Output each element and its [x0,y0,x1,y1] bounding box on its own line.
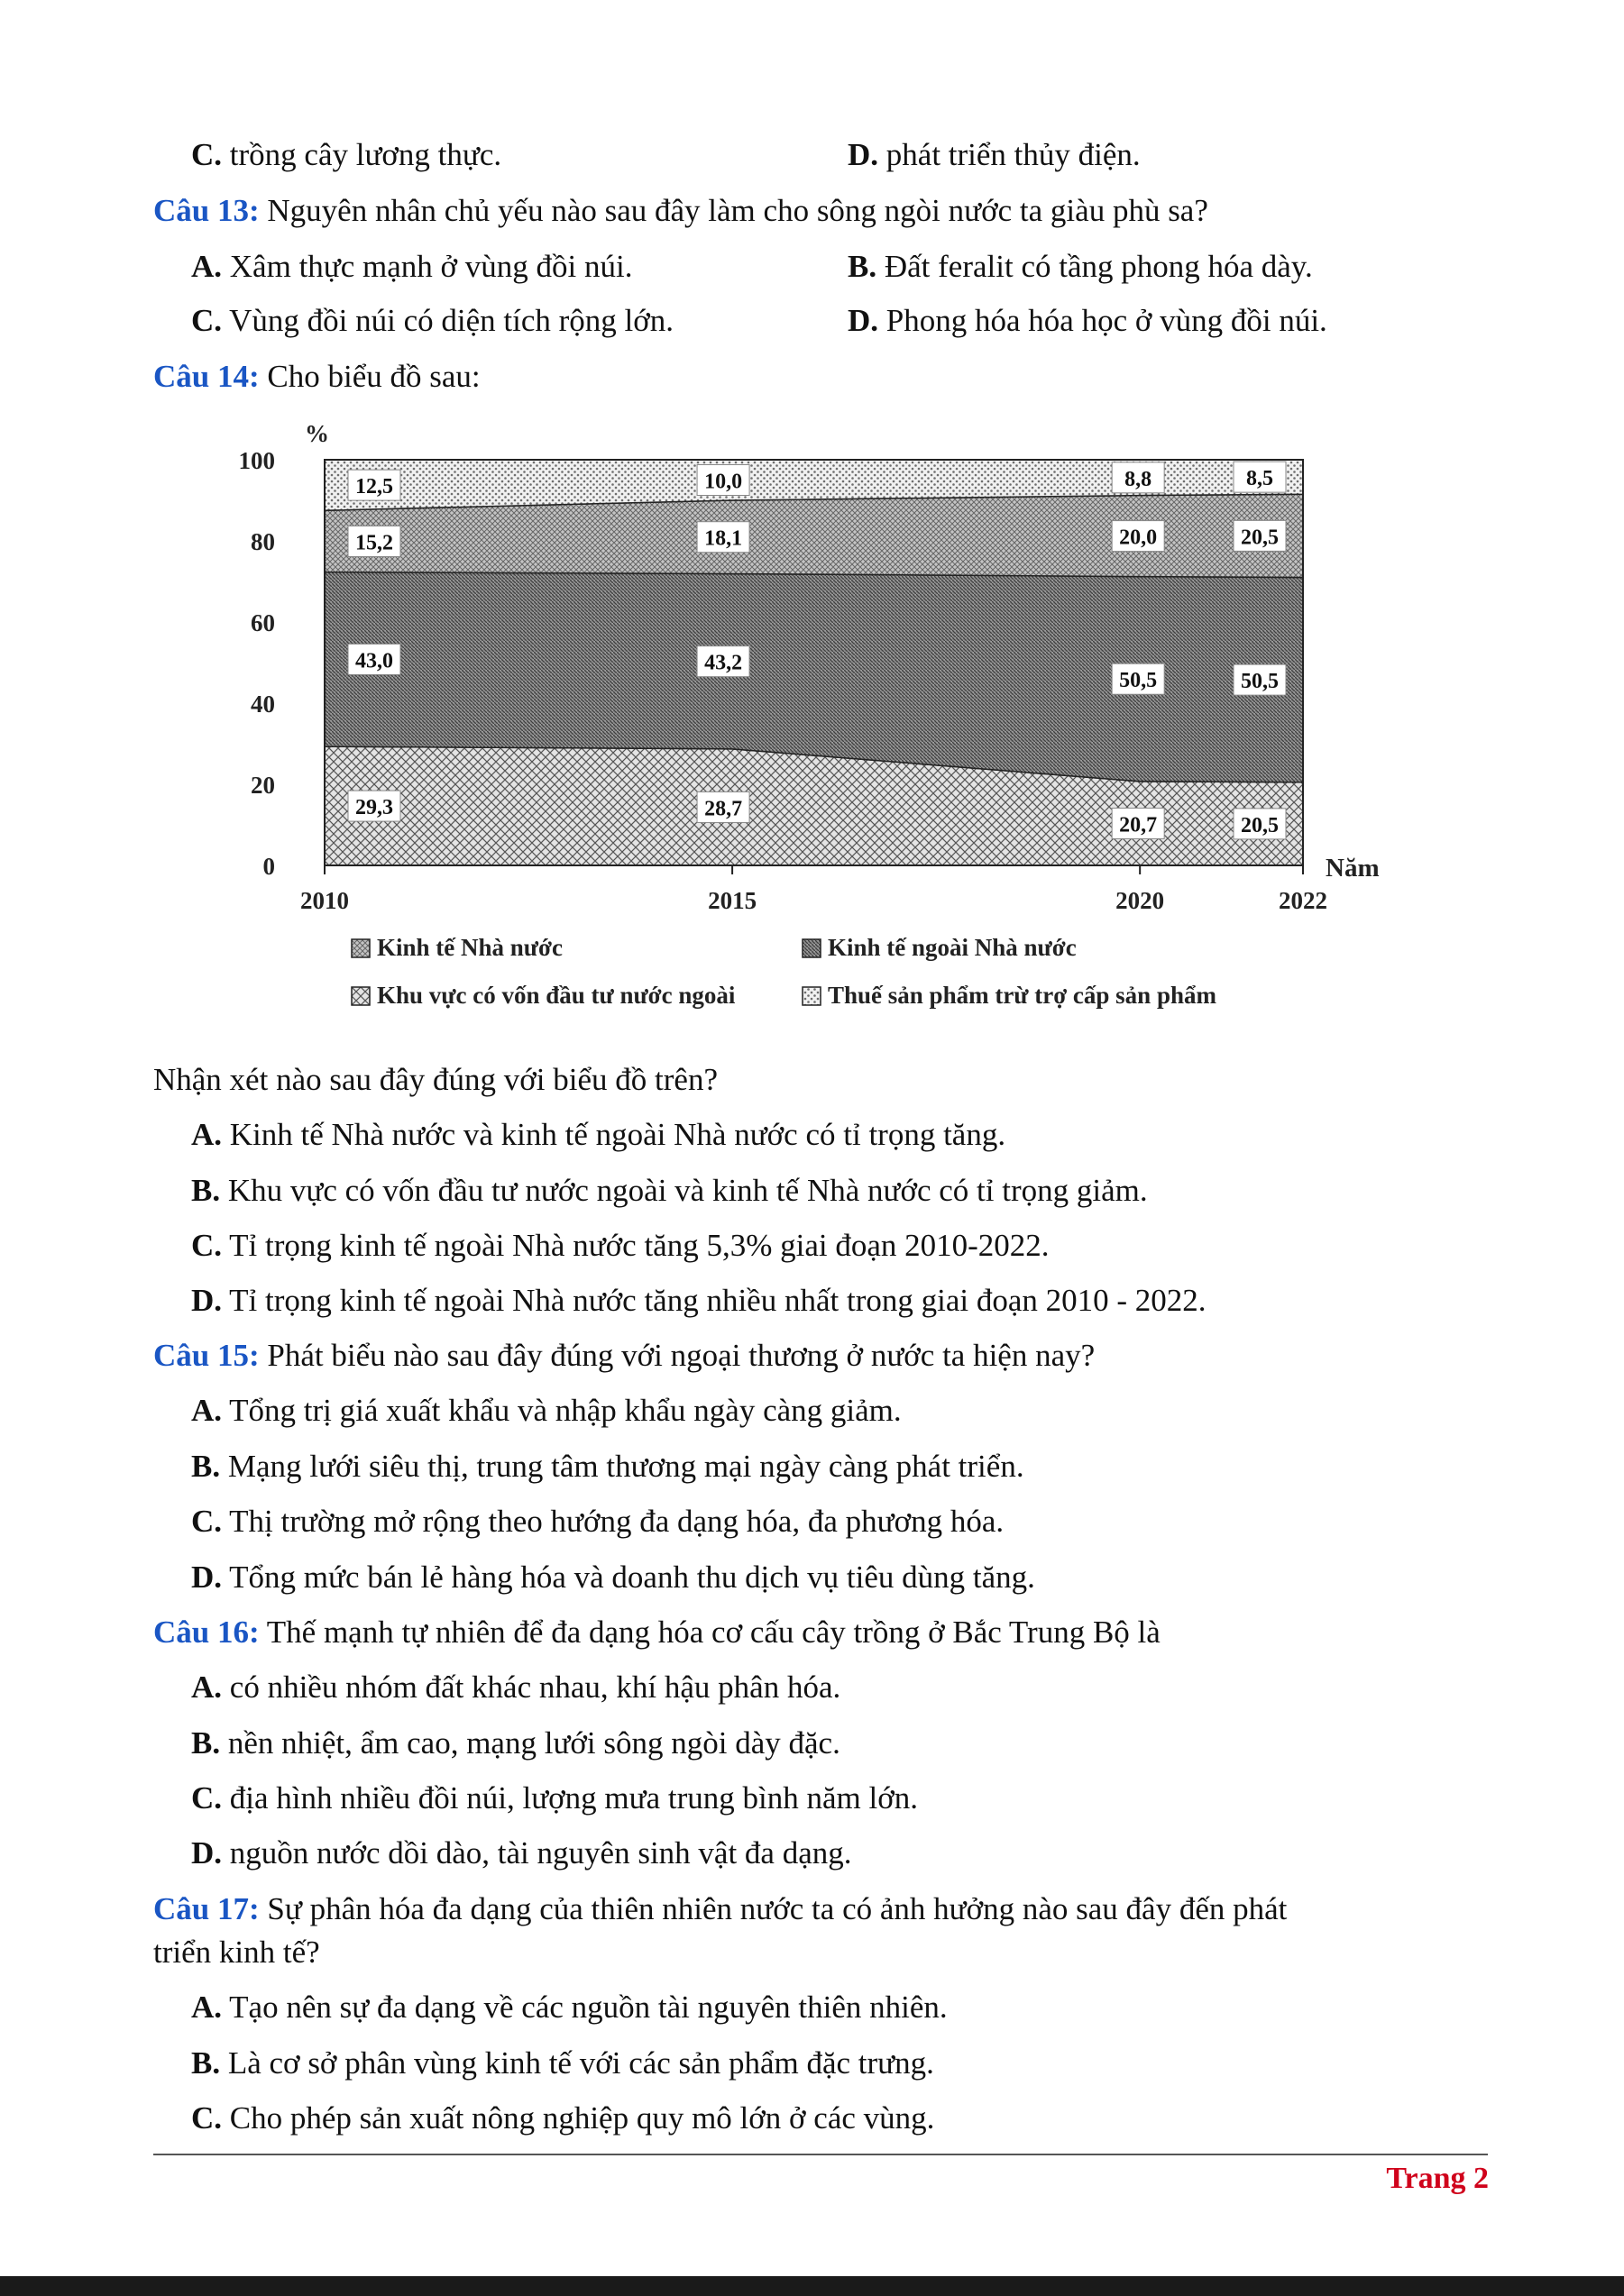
data-label: 15,2 [355,531,393,555]
option-letter: D. [191,1835,223,1871]
option-letter: A. [191,1117,223,1152]
question-text: Sự phân hóa đa dạng của thiên nhiên nước ta có ảnh hưởng nào sau đây đến phát [267,1891,1288,1926]
data-label: 29,3 [355,796,393,820]
legend-layer [352,934,1216,1009]
data-label: 8,5 [1246,467,1273,491]
legend-swatch [803,939,821,957]
q14-option-c[interactable] [191,1226,1050,1266]
option-text: Là cơ sở phân vùng kinh tế với các sản phẩm đặc trưng. [227,2045,934,2081]
x-tick-label: 2010 [300,887,349,914]
option-letter: D. [191,1560,223,1595]
q17-option-c[interactable] [191,2099,934,2138]
question-label: Câu 17: [153,1891,260,1926]
data-label: 8,8 [1124,467,1152,491]
y-tick-label: 40 [251,691,275,718]
q13-option-c[interactable] [191,301,674,341]
y-tick-label: 100 [238,447,275,474]
x-tick-label: 2022 [1279,887,1327,914]
q14-option-d[interactable] [191,1281,1207,1321]
legend-label: Kinh tế Nhà nước [377,934,563,961]
q14-option-a[interactable] [191,1115,1005,1155]
q14-prompt: Nhận xét nào sau đây đúng với biểu đồ trên? [153,1062,718,1097]
option-text: phát triển thủy điện. [885,137,1141,172]
option-text: nguồn nước dồi dào, tài nguyên sinh vật đa dạng. [229,1835,852,1871]
data-label: 12,5 [355,475,393,499]
legend-label: Thuế sản phẩm trừ trợ cấp sản phẩm [828,982,1216,1009]
data-label: 20,0 [1119,526,1158,550]
data-label: 20,7 [1119,813,1158,837]
option-letter: A. [191,249,223,284]
option-text: Tạo nên sự đa dạng về các nguồn tài nguyên thiên nhiên. [229,1990,948,2025]
q16-option-a[interactable] [191,1668,840,1707]
option-letter: B. [848,249,877,284]
q15-option-d[interactable] [191,1558,1035,1597]
y-tick-label: 60 [251,609,275,636]
x-tick-label: 2020 [1115,887,1165,914]
option-text: Kinh tế Nhà nước và kinh tế ngoài Nhà nước có tỉ trọng tăng. [229,1117,1006,1152]
q14-stem [153,357,481,397]
q15-option-a[interactable] [191,1391,902,1431]
option-text: Mạng lưới siêu thị, trung tâm thương mại ngày càng phát triển. [227,1449,1024,1484]
q14-option-b[interactable] [191,1171,1148,1211]
option-letter: C. [191,2100,223,2136]
y-tick-label: 80 [251,528,275,555]
question-label: Câu 13: [153,193,260,228]
data-label: 50,5 [1241,670,1279,694]
option-letter: D. [848,137,879,172]
question-label: Câu 14: [153,359,260,394]
x-tick-label: 2015 [708,887,757,914]
q13-stem [153,191,1208,231]
question-label: Câu 15: [153,1338,260,1373]
question-text: Thế mạnh tự nhiên để đa dạng hóa cơ cấu cây trồng ở Bắc Trung Bộ là [266,1615,1161,1650]
option-text: Đất feralit có tầng phong hóa dày. [884,249,1313,284]
q16-stem [153,1613,1161,1652]
q17-option-b[interactable] [191,2044,934,2083]
option-text: Tổng mức bán lẻ hàng hóa và doanh thu dịch vụ tiêu dùng tăng. [229,1560,1035,1595]
q12-option-d[interactable] [848,135,1141,175]
option-text: Tỉ trọng kinh tế ngoài Nhà nước tăng 5,3% giai đoạn 2010-2022. [229,1228,1050,1263]
footer-divider [153,2154,1488,2155]
y-axis-unit: % [305,420,329,447]
option-text: Phong hóa hóa học ở vùng đồi núi. [885,303,1327,338]
chart-svg [216,410,1425,1041]
q13-option-d[interactable] [848,301,1327,341]
option-text: Xâm thực mạnh ở vùng đồi núi. [229,249,633,284]
page-number: Trang 2 [1386,2162,1489,2195]
option-text: Thị trường mở rộng theo hướng đa dạng hóa, đa phương hóa. [229,1504,1005,1539]
data-label: 20,5 [1241,526,1279,550]
option-letter: A. [191,1393,223,1428]
option-text: Vùng đồi núi có diện tích rộng lớn. [229,303,674,338]
bottom-edge-bar [0,2276,1624,2296]
option-text: có nhiều nhóm đất khác nhau, khí hậu phân hóa. [229,1669,841,1705]
option-text: Cho phép sản xuất nông nghiệp quy mô lớn ở các vùng. [229,2100,935,2136]
option-text: Tỉ trọng kinh tế ngoài Nhà nước tăng nhiều nhất trong giai đoạn 2010 - 2022. [229,1283,1207,1318]
legend-label: Kinh tế ngoài Nhà nước [828,934,1077,961]
q12-option-c[interactable] [191,135,501,175]
q13-option-b[interactable] [848,247,1313,287]
y-tick-label: 0 [262,853,275,880]
option-letter: B. [191,2045,221,2081]
option-text: Tổng trị giá xuất khẩu và nhập khẩu ngày càng giảm. [229,1393,902,1428]
option-letter: C. [191,1504,223,1539]
q16-option-c[interactable] [191,1779,918,1818]
q15-option-b[interactable] [191,1447,1024,1486]
x-axis-label: Năm [1326,854,1380,883]
q16-option-b[interactable] [191,1724,840,1763]
data-label: 10,0 [704,470,743,494]
data-label: 18,1 [704,526,743,551]
data-label: 43,0 [355,649,393,673]
option-letter: D. [191,1283,223,1318]
option-letter: C. [191,137,223,172]
option-letter: C. [191,1228,223,1263]
option-letter: B. [191,1725,221,1761]
q17-option-a[interactable] [191,1988,948,2027]
option-letter: A. [191,1990,223,2025]
legend-label: Khu vực có vốn đầu tư nước ngoài [377,982,736,1009]
q15-option-c[interactable] [191,1502,1004,1541]
option-letter: A. [191,1669,223,1705]
legend-swatch [803,987,821,1005]
q17-stem-continued: triển kinh tế? [153,1935,320,1970]
option-letter: D. [848,303,879,338]
option-letter: C. [191,1780,223,1816]
option-letter: C. [191,303,223,338]
stacked-area-chart [216,410,1425,1041]
option-text: Khu vực có vốn đầu tư nước ngoài và kinh tế Nhà nước có tỉ trọng giảm. [227,1173,1148,1208]
q13-option-a[interactable] [191,247,633,287]
question-text: Nguyên nhân chủ yếu nào sau đây làm cho sông ngòi nước ta giàu phù sa? [267,193,1208,228]
option-letter: B. [191,1449,221,1484]
data-label: 20,5 [1241,813,1279,837]
legend-swatch [352,939,370,957]
q15-stem [153,1336,1095,1376]
data-label: 43,2 [704,651,743,675]
question-text: Phát biểu nào sau đây đúng với ngoại thương ở nước ta hiện nay? [267,1338,1096,1373]
question-text: Cho biểu đồ sau: [267,359,481,394]
option-letter: B. [191,1173,221,1208]
q17-stem [153,1889,1287,1929]
q16-option-d[interactable] [191,1834,852,1873]
option-text: nền nhiệt, ẩm cao, mạng lưới sông ngòi dày đặc. [227,1725,840,1761]
data-label: 28,7 [704,797,743,821]
option-text: địa hình nhiều đồi núi, lượng mưa trung bình năm lớn. [229,1780,918,1816]
y-tick-label: 20 [251,772,275,799]
legend-swatch [352,987,370,1005]
question-label: Câu 16: [153,1615,260,1650]
option-text: trồng cây lương thực. [229,137,502,172]
data-label: 50,5 [1119,669,1158,693]
